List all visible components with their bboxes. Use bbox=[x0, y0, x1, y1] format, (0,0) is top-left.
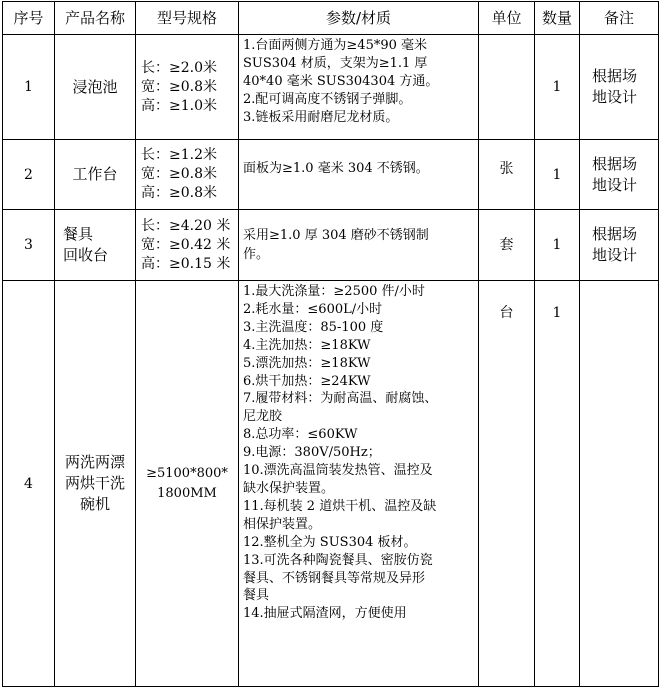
param-line: 餐具、不锈钢餐具等常规及异形 bbox=[243, 570, 426, 586]
row-note bbox=[580, 140, 659, 210]
model-line: 宽：≥0.8米 bbox=[141, 166, 217, 182]
header-row bbox=[3, 2, 659, 35]
param-line: 面板为≥1.0 毫米 304 不锈钢。 bbox=[243, 161, 429, 176]
table-row bbox=[3, 35, 659, 140]
model-line: 高：≥0.8米 bbox=[141, 185, 217, 201]
name-line: 餐具 bbox=[63, 225, 94, 243]
row-note bbox=[580, 210, 659, 281]
name-line: 两烘干洗 bbox=[64, 474, 125, 492]
note-line: 地设计 bbox=[592, 246, 638, 264]
model-line: 长：≥1.2米 bbox=[141, 147, 217, 163]
model-line: 长：≥4.20 米 bbox=[141, 217, 231, 234]
param-line: 11.每机装 2 道烘干机、温控及缺 bbox=[243, 498, 437, 514]
param-line: 5.漂洗加热：≥18KW bbox=[243, 355, 371, 371]
note-line: 地设计 bbox=[592, 175, 638, 194]
row-name: 浸泡池 bbox=[55, 35, 136, 140]
param-line: 1.最大洗涤量：≥2500 件/小时 bbox=[243, 284, 425, 299]
row-note bbox=[580, 281, 659, 687]
param-line: 尼龙胶 bbox=[243, 409, 283, 425]
param-line: 相保护装置。 bbox=[243, 516, 322, 532]
param-line: 2.配可调高度不锈钢子弹脚。 bbox=[243, 91, 412, 107]
header-unit: 单位 bbox=[479, 2, 535, 35]
param-line: 餐具 bbox=[243, 588, 270, 604]
row-no: 1 bbox=[3, 35, 55, 140]
table-row bbox=[3, 140, 659, 210]
param-line: 3.链板采用耐磨尼龙材质。 bbox=[243, 109, 399, 125]
param-line: 8.总功率：≤60KW bbox=[243, 427, 358, 443]
model-line: 1800MM bbox=[157, 485, 217, 501]
param-line: 缺水保护装置。 bbox=[243, 480, 335, 496]
row-name bbox=[55, 210, 136, 281]
row-unit: 张 bbox=[479, 140, 535, 210]
note-line: 根据场 bbox=[592, 225, 638, 243]
model-line: 高：≥1.0米 bbox=[141, 97, 217, 114]
row-unit: 台 bbox=[479, 281, 535, 687]
row-no: 4 bbox=[3, 281, 55, 687]
param-line: 7.履带材料：为耐高温、耐腐蚀、 bbox=[243, 391, 438, 407]
row-unit bbox=[479, 35, 535, 140]
model-line: 长：≥2.0米 bbox=[141, 59, 217, 76]
param-line: 13.可洗各种陶瓷餐具、密胺仿瓷 bbox=[243, 552, 433, 568]
row-qty: 1 bbox=[535, 281, 580, 687]
param-line: 10.漂洗高温筒装发热管、温控及 bbox=[243, 463, 433, 479]
row-name bbox=[55, 281, 136, 687]
row-params bbox=[239, 210, 479, 281]
param-line: 作。 bbox=[243, 247, 270, 262]
row-unit: 套 bbox=[479, 210, 535, 281]
model-line: 宽：≥0.42 米 bbox=[141, 236, 231, 253]
header-qty: 数量 bbox=[535, 2, 580, 35]
product-spec-table bbox=[2, 1, 659, 687]
row-model bbox=[136, 35, 239, 140]
name-line: 碗机 bbox=[79, 495, 110, 513]
row-qty: 1 bbox=[535, 35, 580, 140]
header-name: 产品名称 bbox=[55, 2, 136, 35]
note-line: 地设计 bbox=[592, 88, 638, 106]
table-row bbox=[3, 281, 659, 687]
param-line: 14.抽屉式隔渣网，方便使用 bbox=[243, 606, 407, 622]
param-line: SUS304 材质，支架为≥1.1 厚 bbox=[243, 55, 428, 71]
row-params bbox=[239, 281, 479, 687]
row-params bbox=[239, 35, 479, 140]
header-note: 备注 bbox=[580, 2, 659, 35]
row-model bbox=[136, 140, 239, 210]
param-line: 40*40 毫米 SUS304304 方通。 bbox=[243, 73, 439, 89]
header-model: 型号规格 bbox=[136, 2, 239, 35]
row-no: 2 bbox=[3, 140, 55, 210]
name-line: 回收台 bbox=[63, 246, 109, 264]
row-qty: 1 bbox=[535, 140, 580, 210]
param-line: 2.耗水量：≤600L/小时 bbox=[243, 301, 383, 317]
note-line: 根据场 bbox=[592, 154, 638, 173]
row-name: 工作台 bbox=[55, 140, 136, 210]
row-model bbox=[136, 210, 239, 281]
param-line: 9.电源：380V/50Hz； bbox=[243, 445, 381, 461]
header-no: 序号 bbox=[3, 2, 55, 35]
row-params bbox=[239, 140, 479, 210]
row-qty: 1 bbox=[535, 210, 580, 281]
param-line: 4.主洗加热：≥18KW bbox=[243, 337, 371, 353]
param-line: 6.烘干加热：≥24KW bbox=[243, 373, 371, 389]
table-row bbox=[3, 210, 659, 281]
row-no: 3 bbox=[3, 210, 55, 281]
row-model bbox=[136, 281, 239, 687]
header-params: 参数/材质 bbox=[239, 2, 479, 35]
param-line: 采用≥1.0 厚 304 磨砂不锈钢制 bbox=[243, 228, 429, 243]
model-line: 高：≥0.15 米 bbox=[141, 255, 231, 272]
model-line: 宽：≥0.8米 bbox=[141, 78, 217, 95]
row-note bbox=[580, 35, 659, 140]
note-line: 根据场 bbox=[592, 67, 638, 85]
param-line: 1.台面两侧方通为≥45*90 毫米 bbox=[243, 38, 428, 53]
model-line: ≥5100*800* bbox=[146, 465, 228, 481]
param-line: 3.主洗温度：85-100 度 bbox=[243, 319, 384, 335]
param-line: 12.整机全为 SUS304 板材。 bbox=[243, 534, 417, 550]
name-line: 两洗两漂 bbox=[64, 453, 125, 471]
